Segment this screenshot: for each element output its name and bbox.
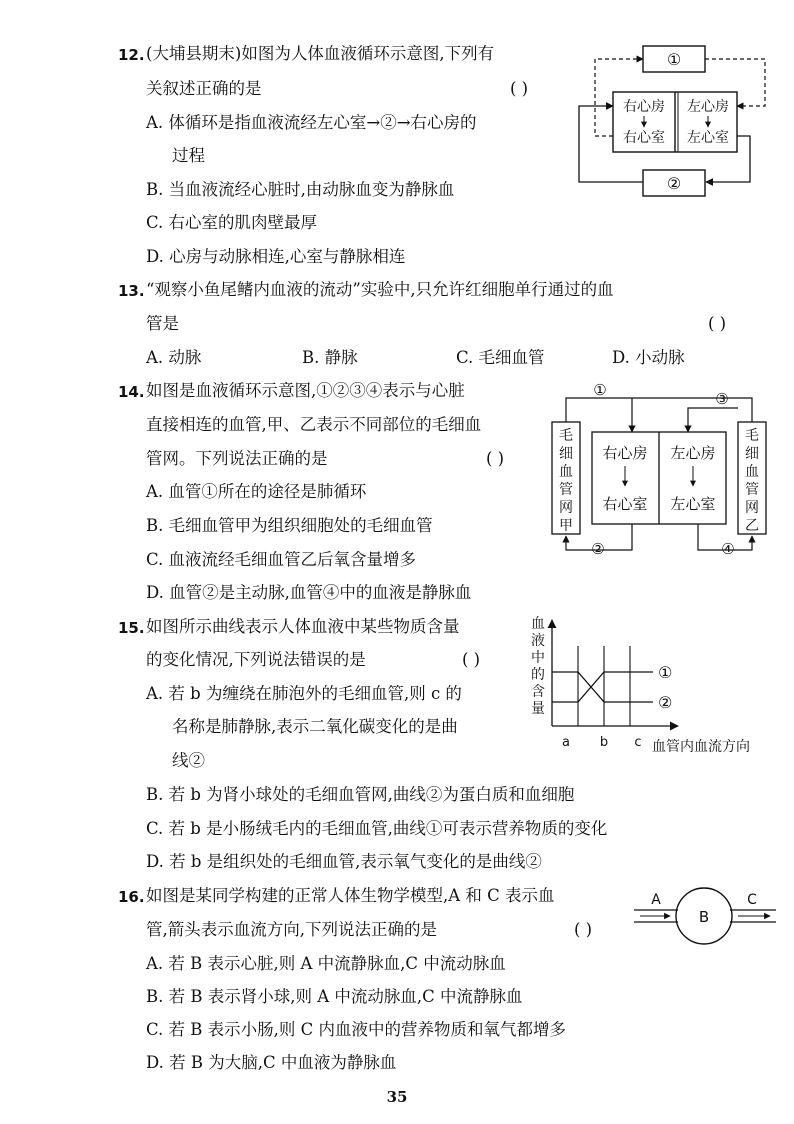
q16-option-b: B. 若 B 表示肾小球,则 A 中流动脉血,C 中流静脉血: [146, 987, 523, 1006]
q15-option-a-line3: 线②: [172, 751, 205, 770]
q15-option-d: D. 若 b 是组织处的毛细血管,表示氧气变化的是曲线②: [146, 852, 542, 871]
q15-option-a-line2: 名称是肺静脉,表示二氧化碳变化的是曲: [172, 717, 458, 736]
q15-ylabel-3: 中: [531, 650, 545, 666]
q14-yi-char-1: 毛: [745, 428, 759, 444]
q16-stem-line1: 如图是某同学构建的正常人体生物学模型,A 和 C 表示血: [146, 886, 555, 905]
q13-number: 13.: [118, 282, 145, 300]
q13-stem-line2: 管是: [146, 314, 179, 333]
q14-number: 14.: [118, 383, 145, 401]
q16-option-d: D. 若 B 为大脑,C 中血液为静脉血: [146, 1053, 397, 1072]
q15-curve-2-label: ②: [658, 693, 673, 712]
q14-la: 左心房: [670, 444, 716, 462]
q13-option-c: C. 毛细血管: [456, 348, 545, 367]
q15-option-c: C. 若 b 是小肠绒毛内的毛细血管,曲线①可表示营养物质的变化: [146, 819, 608, 838]
q14-lv: 左心室: [670, 495, 716, 513]
q14-stem-line3: 管网。下列说法正确的是: [146, 449, 328, 468]
q14-yi-char-2: 细: [745, 446, 759, 462]
q14-option-d: D. 血管②是主动脉,血管④中的血液是静脉血: [146, 583, 472, 602]
q12-stem-line1: (大埔县期末)如图为人体血液循环示意图,下列有: [146, 44, 495, 63]
q15-curve-2: [552, 672, 653, 702]
q14-label-2: ②: [591, 540, 605, 558]
q14-yi-char-5: 网: [745, 500, 759, 516]
q15-option-a-line1: A. 若 b 为缠绕在肺泡外的毛细血管,则 c 的: [146, 684, 462, 703]
q14-jia-char-4: 管: [559, 482, 573, 498]
q15-stem-line2: 的变化情况,下列说法错误的是: [146, 650, 366, 669]
q12-circulation-diagram: [575, 40, 775, 200]
q14-option-a: A. 血管①所在的途径是肺循环: [146, 482, 367, 501]
q15-option-b: B. 若 b 为肾小球处的毛细血管网,曲线②为蛋白质和血细胞: [146, 785, 575, 804]
q14-rv: 右心室: [602, 495, 648, 513]
q15-xlabel: 血管内血流方向: [652, 739, 750, 755]
q13-option-d: D. 小动脉: [612, 348, 685, 367]
q14-jia-char-6: 甲: [559, 518, 573, 534]
q12-lv: 左心室: [687, 130, 729, 146]
q16-answer-paren: ( ): [574, 920, 593, 939]
q14-yi-char-4: 管: [745, 482, 759, 498]
q12-rv: 右心室: [623, 130, 665, 146]
q15-curve-1: [552, 672, 653, 702]
q13-stem-line1: “观察小鱼尾鳍内血液的流动”实验中,只允许红细胞单行通过的血: [146, 280, 614, 299]
q12-number: 12.: [118, 46, 145, 64]
q15-tick-c: c: [634, 735, 642, 750]
q16-label-b: B: [698, 908, 710, 926]
q14-option-c: C. 血液流经毛细血管乙后氧含量增多: [146, 550, 417, 569]
q15-curve-1-label: ①: [658, 663, 673, 682]
q14-jia-char-2: 细: [559, 446, 573, 462]
q12-box1-label: ①: [666, 50, 682, 69]
q13-option-a: A. 动脉: [146, 348, 202, 367]
q12-la: 左心房: [687, 99, 729, 115]
q14-label-3: ③: [715, 390, 729, 408]
q16-label-c: C: [747, 892, 757, 908]
q14-label-1: ①: [593, 381, 607, 399]
q12-box2-label: ②: [666, 174, 682, 193]
q16-model-diagram: [630, 886, 780, 952]
q16-stem-line2: 管,箭头表示血流方向,下列说法正确的是: [146, 920, 437, 939]
q15-ylabel-5: 含: [531, 684, 545, 700]
q14-jia-char-5: 网: [559, 500, 573, 516]
q12-answer-paren: ( ): [510, 79, 529, 98]
q12-option-d: D. 心房与动脉相连,心室与静脉相连: [146, 247, 406, 266]
q14-stem-line1: 如图是血液循环示意图,①②③④表示与心脏: [146, 381, 465, 400]
q14-jia-char-3: 血: [559, 464, 573, 480]
q15-ylabel-4: 的: [531, 667, 545, 683]
q12-option-b: B. 当血液流经心脏时,由动脉血变为静脉血: [146, 180, 455, 199]
q13-option-b: B. 静脉: [302, 348, 358, 367]
q15-stem-line1: 如图所示曲线表示人体血液中某些物质含量: [146, 617, 460, 636]
q12-stem-line2: 关叙述正确的是: [146, 79, 262, 98]
q14-ra: 右心房: [602, 444, 648, 462]
q14-label-4: ④: [721, 540, 735, 558]
q16-option-c: C. 若 B 表示小肠,则 C 内血液中的营养物质和氧气都增多: [146, 1020, 567, 1039]
q16-option-a: A. 若 B 表示心脏,则 A 中流静脉血,C 中流动脉血: [146, 954, 506, 973]
q12-option-a-line2: 过程: [172, 146, 205, 165]
page-number: 35: [386, 1088, 408, 1106]
q15-ylabel-1: 血: [531, 616, 545, 632]
q16-number: 16.: [118, 888, 145, 906]
q15-number: 15.: [118, 619, 145, 637]
q14-yi-char-6: 乙: [745, 518, 759, 534]
q15-graph: [528, 612, 778, 762]
q15-ylabel-6: 量: [531, 701, 545, 717]
q14-stem-line2: 直接相连的血管,甲、乙表示不同部位的毛细血: [146, 415, 482, 434]
q14-jia-char-1: 毛: [559, 428, 573, 444]
q14-option-b: B. 毛细血管甲为组织细胞处的毛细血管: [146, 516, 433, 535]
q14-answer-paren: ( ): [486, 449, 505, 468]
q15-tick-a: a: [562, 735, 570, 750]
q12-ra: 右心房: [623, 99, 665, 115]
q14-yi-char-3: 血: [745, 464, 759, 480]
q12-option-a-line1: A. 体循环是指血液流经左心室→②→右心房的: [146, 113, 477, 132]
q13-answer-paren: ( ): [708, 314, 727, 333]
q15-answer-paren: ( ): [462, 650, 481, 669]
q15-tick-b: b: [599, 735, 609, 750]
q14-circulation-diagram: [548, 378, 773, 563]
q12-option-c: C. 右心室的肌肉壁最厚: [146, 213, 318, 232]
q16-label-a: A: [651, 892, 661, 908]
q15-ylabel-2: 液: [531, 633, 545, 649]
